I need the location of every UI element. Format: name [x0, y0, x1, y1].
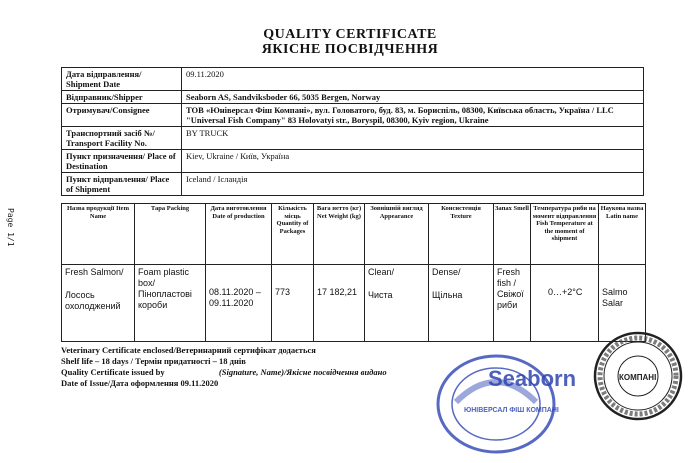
row-destination — [62, 150, 644, 173]
header-weight: Вага нетто (кг) Net Weight (kg) — [314, 204, 365, 265]
header-packing: Тара Packing — [135, 204, 206, 265]
cell-packing — [135, 265, 206, 342]
stamp-black-text: КОМПАНІ — [619, 373, 657, 382]
appearance-en: Clean/ — [368, 267, 395, 277]
smell-ua: Свіжої риби — [497, 289, 524, 310]
value-consignee: ТОВ «Юніверсал Фіш Компані», вул. Головатого, буд. 83, м. Бориспіль, 08300, Київська область, Україна / LLC "Universal Fish Company" 83 Holovatyi str., Boryspil, 08300, Kyiv region, Ukraine — [182, 104, 644, 127]
production-date: 08.11.2020 – 09.11.2020 — [209, 287, 261, 308]
vet-certificate-note: Veterinary Certificate enclosed/Ветеринарний сертифікат додається — [61, 345, 316, 355]
item-name-ua: Лосось охолоджений — [65, 290, 121, 311]
black-official-stamp — [592, 330, 684, 422]
issued-by-line — [61, 367, 387, 378]
title-english: QUALITY CERTIFICATE — [263, 27, 437, 42]
blue-company-stamp — [426, 342, 576, 457]
texture-ua: Щільна — [432, 290, 463, 300]
temperature-value: 0…+2°C — [548, 287, 583, 297]
cell-date — [206, 265, 272, 342]
cell-smell — [494, 265, 531, 342]
header-smell: Запах Smell — [494, 204, 531, 265]
row-shipper — [62, 91, 644, 104]
smell-en: Fresh fish / — [497, 267, 521, 288]
shipment-info-table — [61, 67, 644, 196]
cell-texture — [429, 265, 494, 342]
label-place-of-shipment: Пункт відправлення/ Place of Shipment — [62, 173, 182, 196]
label-destination: Пункт призначення/ Place of Destination — [62, 150, 182, 173]
signature-name-label: (Signature, Name)/Якісне посвідчення видано — [218, 367, 387, 377]
shelf-life-note: Shelf life – 18 days / Термін придатності – 18 днів — [61, 356, 246, 366]
header-temperature: Температура риби на момент відправлення Fish Temperature at the moment of shipment — [531, 204, 599, 265]
row-place-of-shipment — [62, 173, 644, 196]
row-shipment-date — [62, 68, 644, 91]
stamp-blue-text: ЮНІВЕРСАЛ ФІШ КОМПАНІ — [464, 407, 559, 414]
footer-notes — [61, 345, 387, 389]
texture-en: Dense/ — [432, 267, 461, 277]
label-shipper: Відправник/Shipper — [62, 91, 182, 104]
item-name-en: Fresh Salmon/ — [65, 267, 124, 277]
appearance-ua: Чиста — [368, 290, 393, 300]
cell-appearance — [365, 265, 429, 342]
quantity-value: 773 — [275, 287, 291, 297]
value-destination: Kiev, Ukraine / Київ, Україна — [182, 150, 644, 173]
products-table — [61, 203, 646, 342]
value-transport: BY TRUCK — [182, 127, 644, 150]
header-date: Дата виготовлення Date of production — [206, 204, 272, 265]
packing-ua: Пінопластові короби — [138, 289, 192, 310]
issued-by-label: Quality Certificate issued by — [61, 367, 165, 377]
page-number: Page 1/1 — [6, 208, 15, 247]
header-item-name: Назва продукції Item Name — [62, 204, 135, 265]
label-transport: Транспортний засіб №/ Transport Facility No. — [62, 127, 182, 150]
row-consignee — [62, 104, 644, 127]
products-header-row — [62, 204, 646, 265]
date-of-issue: Date of Issue/Дата оформлення 09.11.2020 — [61, 378, 219, 388]
row-transport — [62, 127, 644, 150]
cell-temperature — [531, 265, 599, 342]
cell-item-name — [62, 265, 135, 342]
weight-value: 17 182,21 — [317, 287, 358, 297]
value-shipment-date: 09.11.2020 — [182, 68, 644, 91]
stamp-blue-word: Seaborn — [488, 366, 576, 391]
header-latin-name: Наукова назва Latin name — [599, 204, 646, 265]
header-quantity: Кількість місць Quantity of Packages — [272, 204, 314, 265]
latin-name-value: Salmo Salar — [602, 287, 628, 308]
cell-quantity — [272, 265, 314, 342]
product-row — [62, 265, 646, 342]
value-place-of-shipment: Iceland / Ісландія — [182, 173, 644, 196]
header-texture: Консистенція Texture — [429, 204, 494, 265]
packing-en: Foam plastic box/ — [138, 267, 190, 288]
title-ukrainian: ЯКІСНЕ ПОСВІДЧЕННЯ — [261, 42, 439, 57]
label-consignee: Отримувач/Consignee — [62, 104, 182, 127]
value-shipper: Seaborn AS, Sandviksboder 66, 5035 Bergen, Norway — [182, 91, 644, 104]
cell-weight — [314, 265, 365, 342]
header-appearance: Зовнішній вигляд Appearance — [365, 204, 429, 265]
label-shipment-date: Дата відправлення/ Shipment Date — [62, 68, 182, 91]
